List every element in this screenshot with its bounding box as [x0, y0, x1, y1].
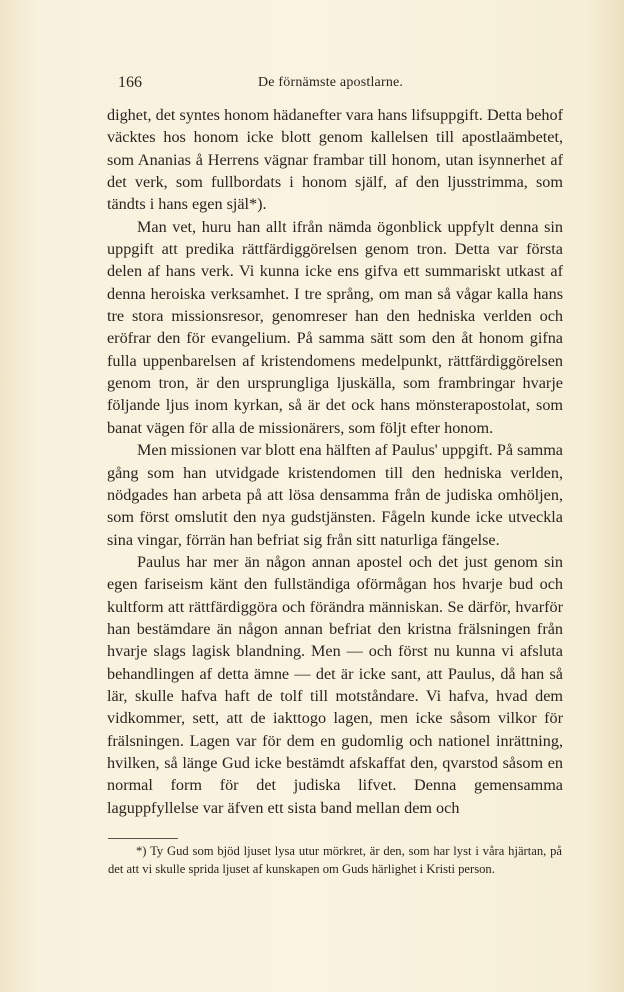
body-text — [107, 104, 563, 819]
paragraph-4: Paulus har mer än någon annan apostel och det just genom sin egen fariseism känt den fullständiga oförmågan hos hvarje bud och kultform att rättfärdiggöra och förändra människan. Se därför, hvarför han bestämdare än någon annan befriat den kristna frälsningen från hvarje slags lagisk blandning. Men — och först nu kunna vi afsluta behandlingen af detta ämne — det är icke sant, att Paulus, då han så lär, skulle hafva haft de tolf till motståndare. Vi hafva, hvad dem vidkommer, sett, att de iakttogo lagen, men icke såsom vilkor för frälsningen. Lagen var för dem en gudomlig och nationel inrättning, hvilken, så länge Gud icke bestämdt afskaffat den, qvarstod såsom en normal form för det judiska lifvet. Denna gemensamma laguppfyllelse var äfven ett sista band mellan dem och — [107, 552, 563, 817]
paragraph-3: Men missionen var blott ena hälften af Paulus' uppgift. På samma gång som han utvidgade kristendomen till den hedniska verlden, nödgades han arbeta på att lösa densamma från de judiska omhöljen, som först omslutit den nya gudstjänsten. Fågeln kunde icke utveckla sina vingar, förrän han befriat sig från sitt naturliga fängelse. — [107, 441, 563, 549]
page-number: 166 — [118, 74, 142, 91]
running-head: De förnämste apostlarne. — [258, 75, 404, 90]
paragraph-2: Man vet, huru han allt ifrån nämda ögonblick uppfylt denna sin uppgift att predika rättfärdiggörelsen genom tron. Detta var första delen af hans verk. Vi kunna icke ens gifva ett summariskt utkast af denna heroiska verksamhet. I tre språng, om man så vågar kalla hans tre stora missionsresor, genomreser han den hedniska verlden och eröfrar den för evangelium. På samma sätt som den åt honom gifna fulla uppenbarelsen af kristendomens medelpunkt, rättfärdiggörelsen genom tron, är den ursprungliga ljuskälla, som frambringar hvarje följande ljus inom kyrkan, så är det ock hans mönsterapostolat, som banat vägen för alla de missionärers, som följt efter honom. — [107, 217, 563, 437]
page-header — [110, 74, 540, 96]
footnote-divider — [108, 838, 178, 839]
paragraph-1: dighet, det syntes honom hädanefter vara hans lifsuppgift. Detta behof väcktes hos honom icke blott genom kallelsen till apostlaämbetet, som Ananias å Herrens vägnar frambar till honom, utan isynnerhet af det verk, som fullbordats i honom själf, af den ljusstrimma, som tändts i hans egen själ*). — [107, 106, 563, 214]
footnote: *) Ty Gud som bjöd ljuset lysa utur mörkret, är den, som har lyst i våra hjärtan, på det att vi skulle sprida ljuset af kunskapen om Guds härlighet i Kristi person. — [108, 844, 562, 876]
